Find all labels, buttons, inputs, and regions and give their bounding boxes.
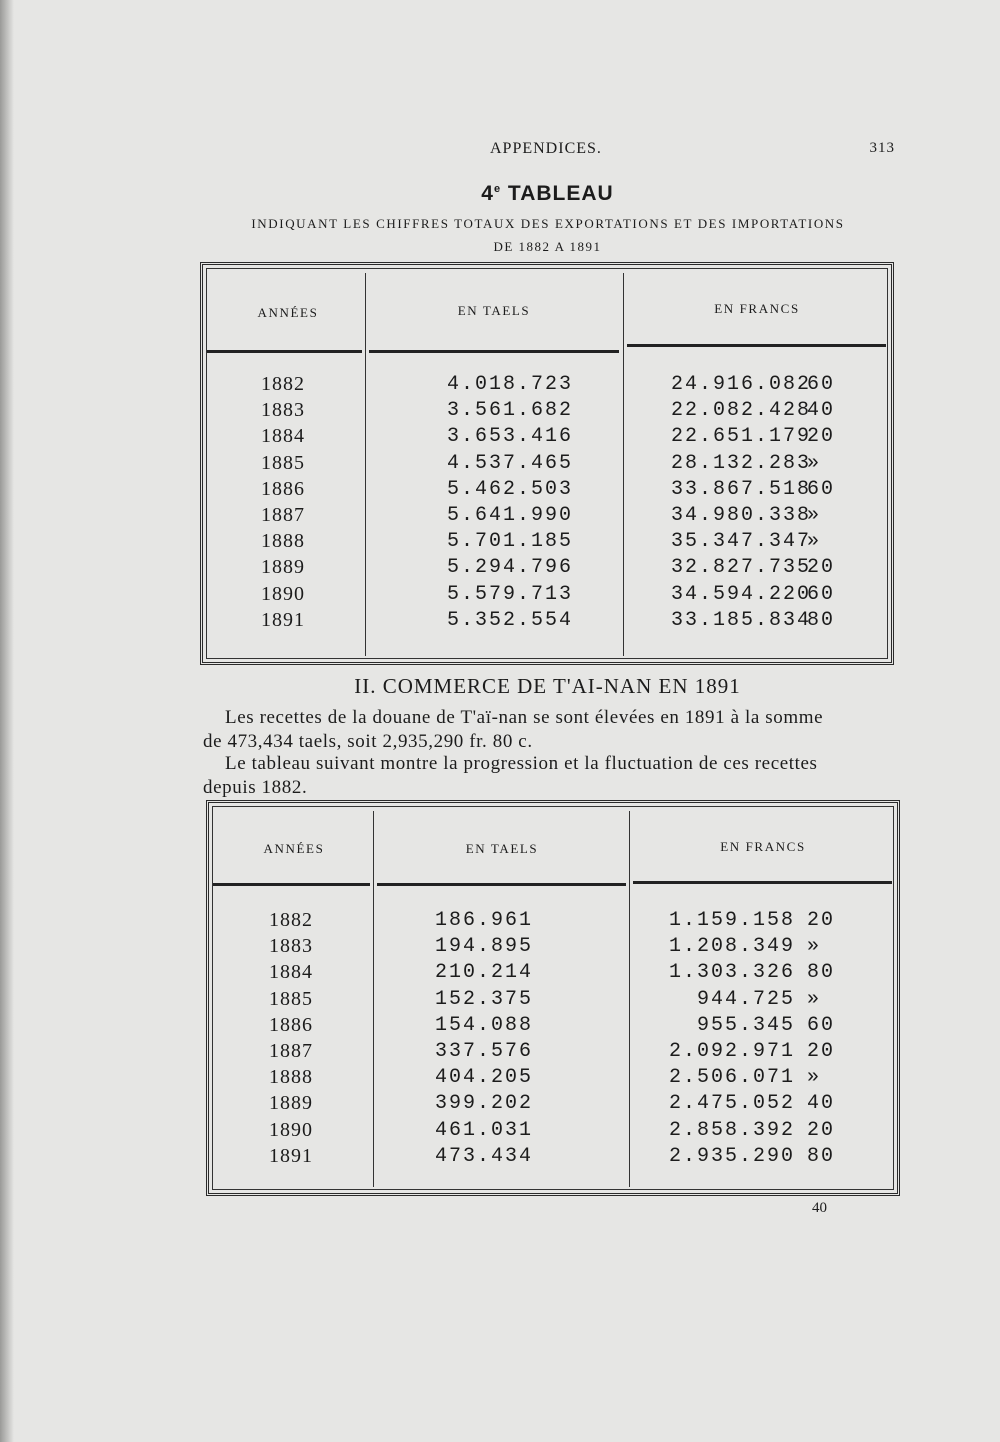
table2-cell-centimes: 20: [807, 1040, 836, 1063]
table1-title-number: 4: [481, 182, 494, 205]
table1-cell-year: 1888: [261, 530, 305, 553]
table1-cell-taels: 5.294.796: [447, 556, 574, 580]
table1-cell-year: 1887: [261, 504, 305, 526]
table1-row: [203, 373, 891, 399]
table1-cell-francs: 32.827.735: [670, 556, 811, 580]
table2-cell-francs: 1.303.326: [668, 961, 795, 985]
table2-cell-francs: 2.092.971: [668, 1040, 795, 1063]
table2-cell-francs: 2.506.071: [668, 1066, 795, 1090]
table1-header-years: ANNÉES: [257, 305, 319, 320]
table1-cell-francs: 28.132.283: [670, 451, 811, 475]
table2-cell-centimes: »: [807, 1066, 822, 1090]
table2-row: [209, 1119, 897, 1145]
table2: [206, 800, 900, 1196]
table2-cell-taels: 154.088: [435, 1013, 534, 1037]
table1-header-taels: EN TAELS: [457, 303, 531, 318]
table2-header-rule-2: [377, 883, 626, 886]
table1-row: [203, 609, 891, 635]
table2-cell-year: 1889: [269, 1092, 313, 1115]
table1-cell-francs: 22.082.428: [670, 399, 811, 423]
table2-row: [209, 1145, 897, 1171]
table1-cell-taels: 5.579.713: [447, 582, 574, 606]
table1-cell-year: 1883: [261, 399, 305, 422]
paragraph-2-line-2: depuis 1882.: [203, 777, 308, 798]
table2-cell-francs: 955.345: [696, 1013, 795, 1037]
table2-cell-year: 1885: [269, 987, 313, 1010]
table1-row: [203, 556, 891, 582]
table1-header-rule-2: [369, 350, 619, 353]
table1-row: [203, 504, 891, 530]
table1: [200, 262, 894, 665]
table1-cell-francs: 34.980.338: [670, 504, 811, 527]
table1-title: [200, 182, 895, 206]
table2-cell-taels: 152.375: [435, 987, 534, 1011]
table1-row: [203, 478, 891, 504]
table1-cell-taels: 5.462.503: [447, 477, 574, 501]
table1-cell-centimes: 20: [807, 556, 836, 580]
table2-cell-year: 1890: [269, 1118, 313, 1141]
table1-cell-centimes: 60: [807, 477, 836, 501]
table1-cell-centimes: 40: [807, 399, 836, 423]
table2-cell-year: 1888: [269, 1066, 313, 1089]
table2-cell-centimes: 60: [807, 1013, 836, 1037]
table1-cell-centimes: 60: [807, 582, 836, 606]
table1-cell-taels: 3.561.682: [447, 399, 574, 423]
table2-cell-centimes: »: [807, 935, 822, 959]
table2-cell-year: 1884: [269, 961, 313, 984]
table1-cell-year: 1889: [261, 556, 305, 579]
table2-cell-taels: 194.895: [435, 935, 534, 959]
table2-row: [209, 988, 897, 1014]
table1-cell-centimes: 60: [807, 373, 836, 396]
table2-cell-francs: 1.208.349: [668, 935, 795, 959]
table1-cell-francs: 34.594.220: [670, 582, 811, 606]
table1-cell-year: 1885: [261, 451, 305, 474]
table2-row: [209, 935, 897, 961]
table2-header-rule-3: [633, 881, 892, 884]
table1-subtitle-line1: INDIQUANT LES CHIFFRES TOTAUX DES EXPORTATIONS ET DES IMPORTATIONS: [251, 216, 845, 231]
paragraph-1-line-1: Les recettes de la douane de T'aï-nan se sont élevées en 1891 à la somme: [225, 707, 824, 728]
table1-cell-taels: 4.537.465: [447, 451, 574, 475]
page-number: 313: [869, 140, 895, 156]
table1-cell-taels: 3.653.416: [447, 425, 574, 449]
table1-cell-francs: 33.867.518: [670, 477, 811, 501]
table2-cell-centimes: »: [807, 987, 822, 1011]
table1-cell-centimes: 20: [807, 425, 836, 449]
table1-header-rule-1: [207, 350, 362, 353]
table2-row: [209, 961, 897, 987]
table2-header-years: ANNÉES: [263, 841, 325, 856]
table2-header-francs: EN FRANCS: [720, 839, 806, 854]
table1-header-francs: EN FRANCS: [714, 301, 800, 316]
table1-row: [203, 530, 891, 556]
table2-cell-centimes: 40: [807, 1092, 836, 1116]
table1-title-superscript: e: [493, 183, 502, 195]
paragraph-2-line-1: Le tableau suivant montre la progression et la fluctuation de ces recettes: [225, 753, 818, 774]
table2-cell-francs: 2.935.290: [668, 1144, 795, 1168]
table1-cell-year: 1886: [261, 477, 305, 500]
table1-cell-taels: 5.352.554: [447, 608, 574, 632]
table2-row: [209, 909, 897, 935]
table2-cell-year: 1886: [269, 1013, 313, 1036]
table2-cell-taels: 473.434: [435, 1144, 534, 1168]
table1-row: [203, 452, 891, 478]
paragraph-1-line-2: de 473,434 taels, soit 2,935,290 fr. 80 c.: [203, 731, 533, 752]
table1-cell-year: 1882: [261, 373, 305, 395]
table2-cell-taels: 404.205: [435, 1066, 534, 1090]
table1-cell-francs: 24.916.082: [670, 373, 811, 396]
table1-row: [203, 399, 891, 425]
table1-row: [203, 583, 891, 609]
table2-cell-year: 1882: [269, 909, 313, 931]
table1-cell-centimes: 80: [807, 608, 836, 632]
table2-row: [209, 1014, 897, 1040]
table1-cell-centimes: »: [807, 451, 822, 475]
table2-row: [209, 1040, 897, 1066]
table2-cell-francs: 2.475.052: [668, 1092, 795, 1116]
table1-cell-year: 1890: [261, 582, 305, 605]
running-head: [200, 140, 895, 164]
table2-cell-year: 1891: [269, 1144, 313, 1167]
table2-row: [209, 1066, 897, 1092]
table1-cell-francs: 35.347.347: [670, 530, 811, 554]
binding-shadow: [0, 0, 14, 1442]
section-title: II. COMMERCE DE T'AI-NAN EN 1891: [354, 674, 741, 698]
table2-cell-centimes: 20: [807, 909, 836, 932]
table2-cell-year: 1887: [269, 1040, 313, 1062]
table1-cell-year: 1891: [261, 608, 305, 631]
table1-cell-taels: 5.641.990: [447, 504, 574, 527]
table2-cell-taels: 210.214: [435, 961, 534, 985]
table2-cell-taels: 399.202: [435, 1092, 534, 1116]
table2-cell-taels: 337.576: [435, 1040, 534, 1063]
table2-cell-year: 1883: [269, 935, 313, 958]
table1-subtitle-line2: DE 1882 A 1891: [493, 239, 602, 254]
table1-cell-centimes: »: [807, 504, 822, 527]
table1-title-text: TABLEAU: [501, 182, 614, 205]
table1-cell-taels: 5.701.185: [447, 530, 574, 554]
table2-cell-francs: 2.858.392: [668, 1118, 795, 1142]
table1-row: [203, 425, 891, 451]
table2-row: [209, 1092, 897, 1118]
table2-cell-centimes: 80: [807, 1144, 836, 1168]
table2-header-taels: EN TAELS: [465, 841, 539, 856]
table1-cell-year: 1884: [261, 425, 305, 448]
table2-header-rule-1: [213, 883, 370, 886]
table1-header-rule-3: [627, 344, 886, 347]
table1-cell-francs: 33.185.834: [670, 608, 811, 632]
table2-cell-centimes: 80: [807, 961, 836, 985]
signature-mark: 40: [812, 1200, 827, 1216]
table2-cell-taels: 186.961: [435, 909, 534, 932]
table2-cell-francs: 1.159.158: [668, 909, 795, 932]
table1-cell-francs: 22.651.179: [670, 425, 811, 449]
table1-cell-centimes: »: [807, 530, 822, 554]
table1-cell-taels: 4.018.723: [447, 373, 574, 396]
table2-cell-centimes: 20: [807, 1118, 836, 1142]
table2-cell-taels: 461.031: [435, 1118, 534, 1142]
running-head-title: APPENDICES.: [490, 140, 602, 157]
table2-cell-francs: 944.725: [696, 987, 795, 1011]
